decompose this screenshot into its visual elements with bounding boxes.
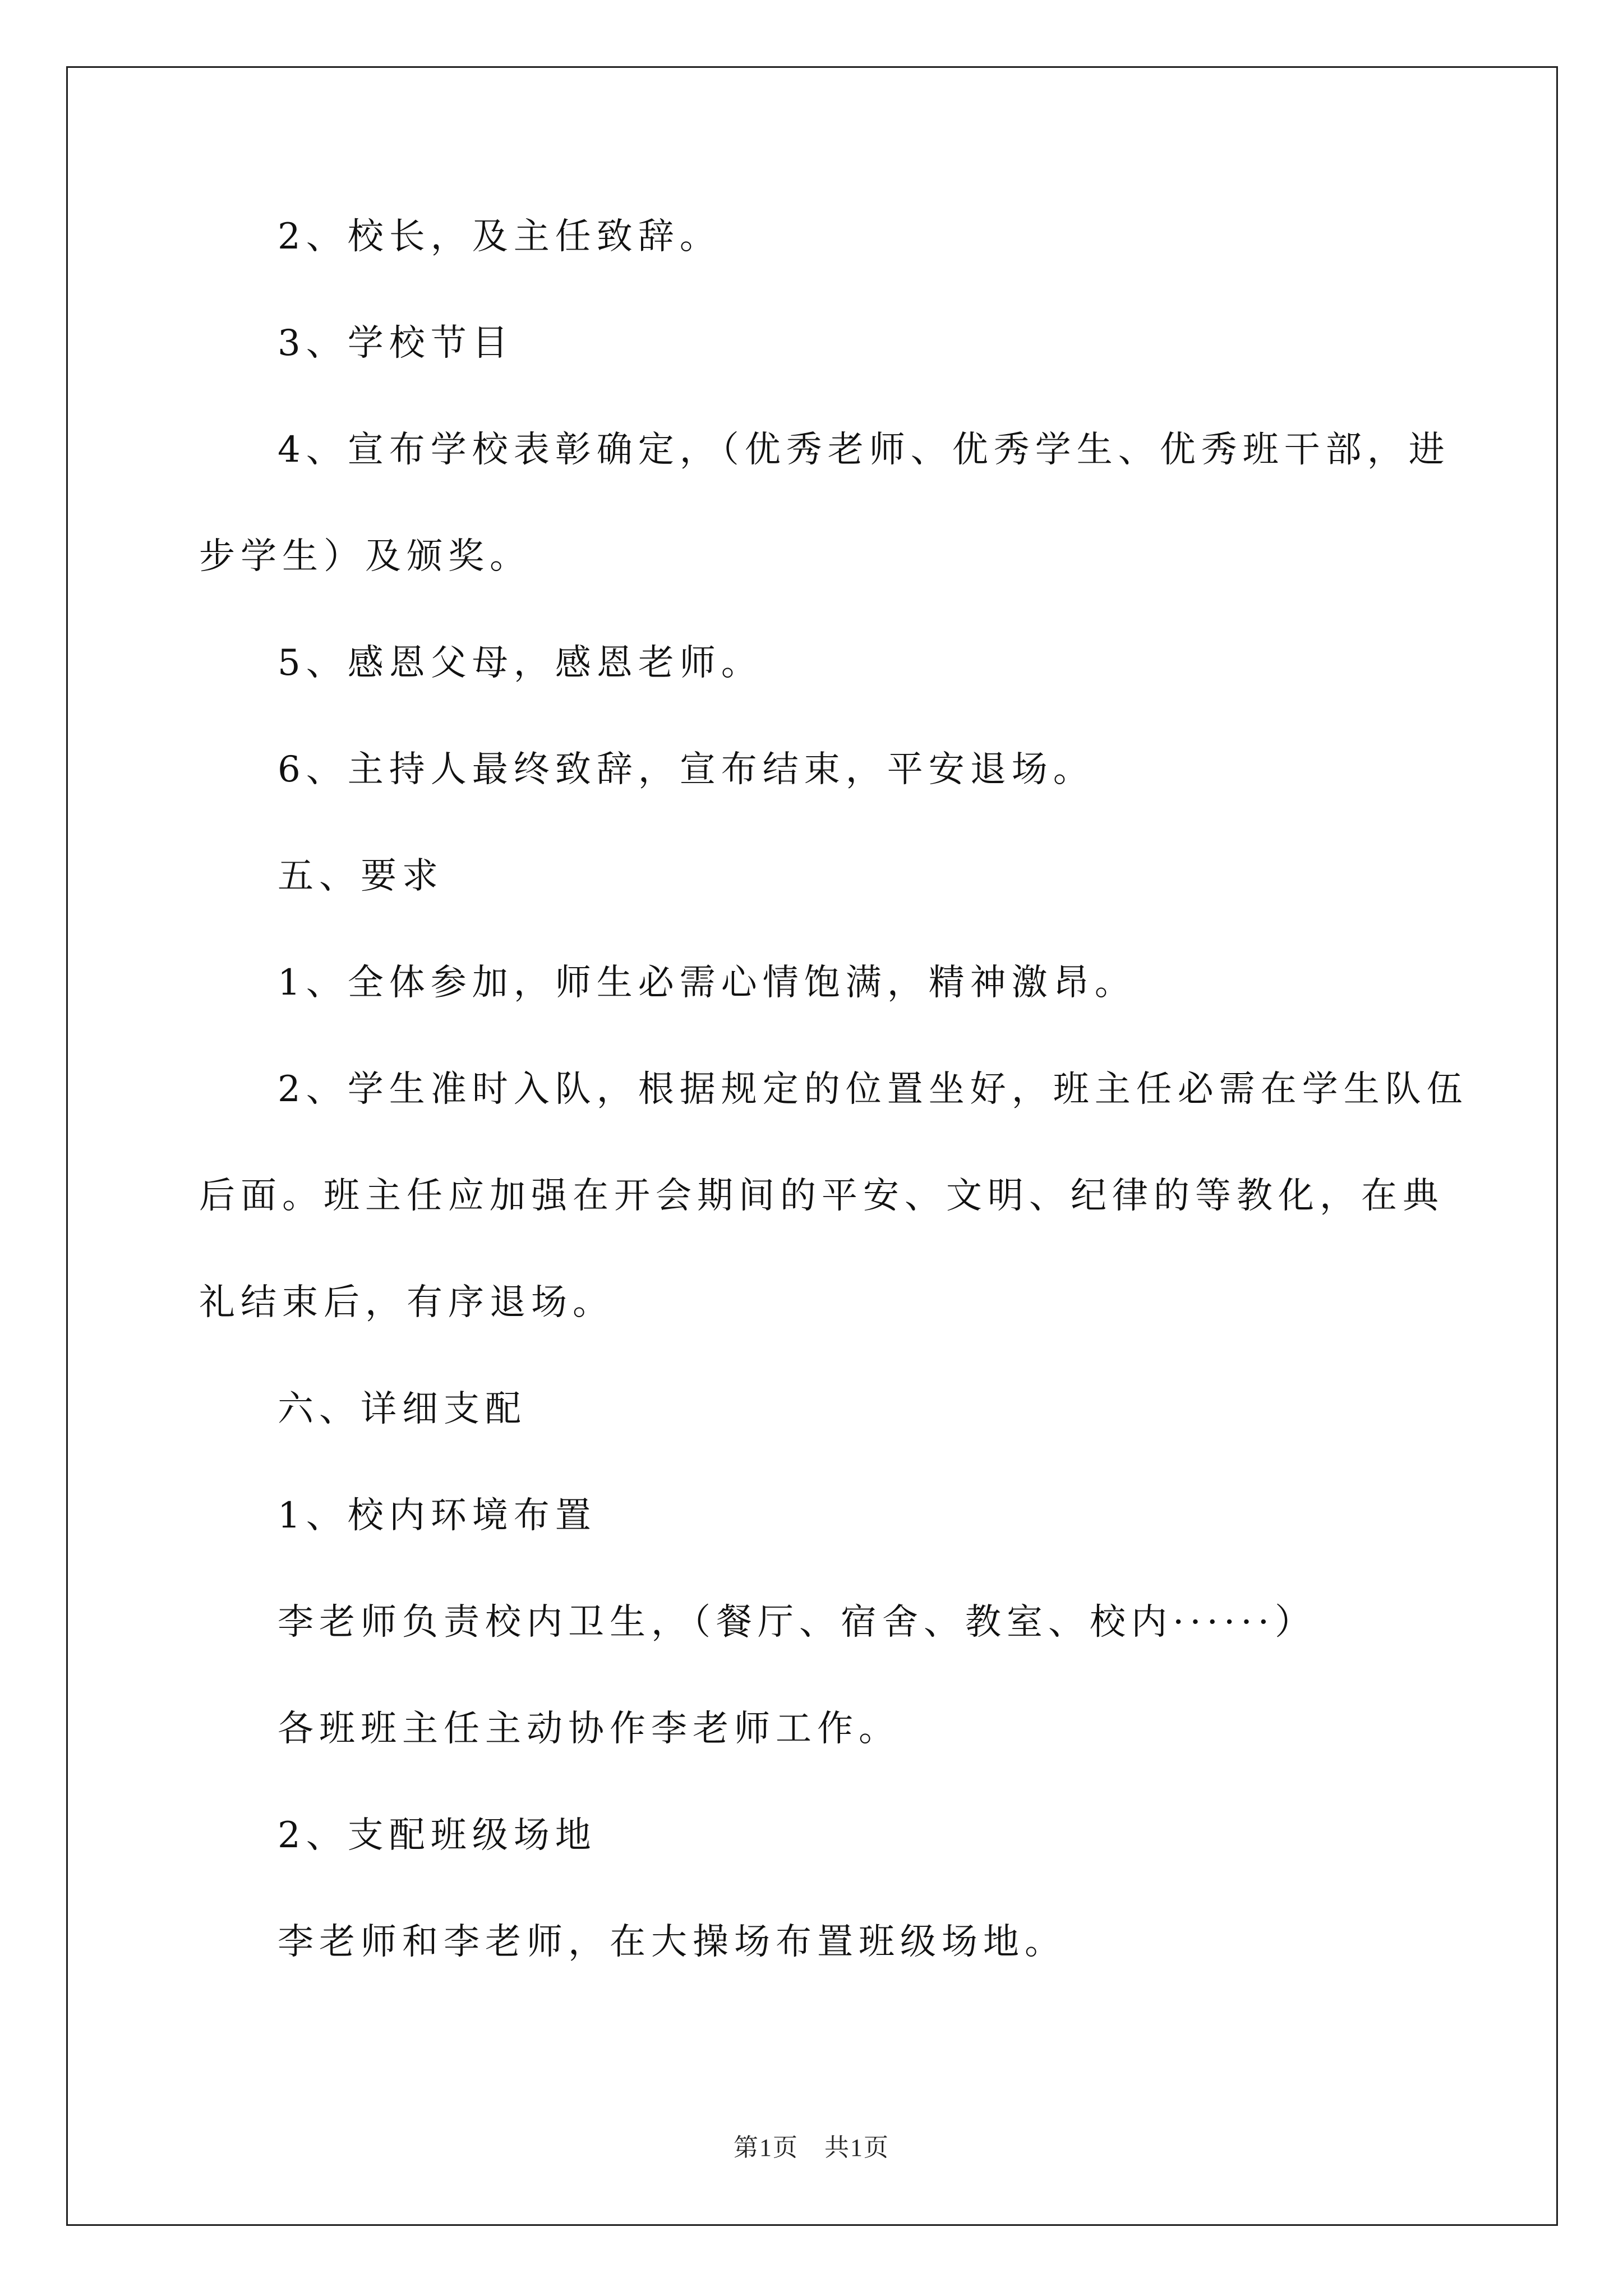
paragraph-line: 2、校长，及主任致辞。 (278, 216, 721, 257)
paragraph-line: 4、宣布学校表彰确定，（优秀老师、优秀学生、优秀班干部，进 (278, 429, 1450, 471)
document-body (199, 216, 1468, 2031)
paragraph-line: 1、校内环境布置 (278, 1495, 597, 1536)
paragraph-line: 后面。班主任应加强在开会期间的平安、文明、纪律的等教化，在典 (199, 1175, 1444, 1217)
paragraph-line: 礼结束后，有序退场。 (199, 1282, 614, 1323)
paragraph-line: 李老师负责校内卫生，（餐厅、宿舍、教室、校内······） (278, 1602, 1317, 1643)
paragraph-line: 1、全体参加，师生必需心情饱满，精神激昂。 (278, 962, 1136, 1004)
paragraph-line: 3、学校节目 (278, 323, 514, 364)
paragraph-line: 2、支配班级场地 (278, 1815, 597, 1856)
section-heading: 六、详细支配 (278, 1388, 527, 1430)
section-heading: 五、要求 (278, 855, 444, 897)
paragraph-line: 6、主持人最终致辞，宣布结束，平安退场。 (278, 749, 1095, 790)
paragraph-line: 李老师和李老师，在大操场布置班级场地。 (278, 1921, 1066, 1963)
paragraph-line: 5、感恩父母，感恩老师。 (278, 642, 763, 684)
paragraph-line: 步学生）及颁奖。 (199, 536, 531, 577)
paragraph-line: 各班班主任主动协作李老师工作。 (278, 1708, 900, 1750)
paragraph-line: 2、学生准时入队，根据规定的位置坐好，班主任必需在学生队伍 (278, 1069, 1468, 1110)
page-footer: 第1页 共1页 (734, 2134, 889, 2161)
